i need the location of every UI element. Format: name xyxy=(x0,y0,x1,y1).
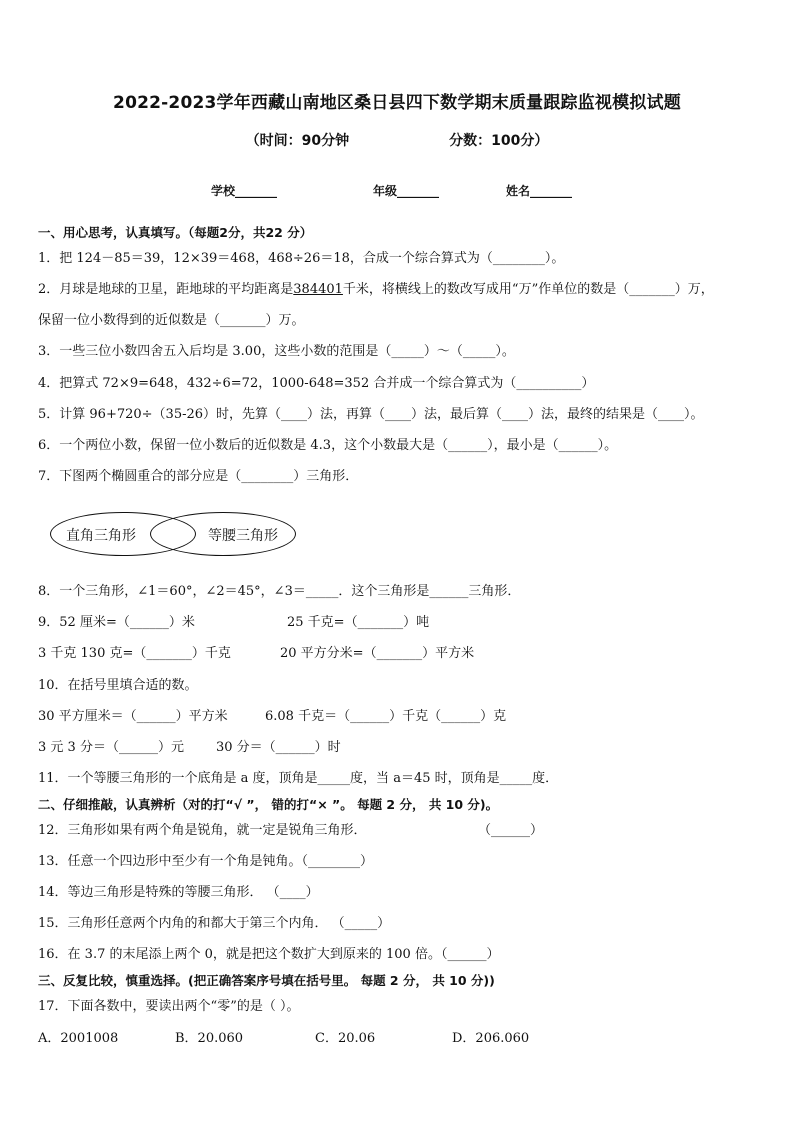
option-d: D．206.060 xyxy=(452,1031,530,1046)
question-8: 8．一个三角形，∠1＝60°，∠2＝45°，∠3＝_____．这个三角形是______三角形． xyxy=(38,584,521,599)
question-12: 12．三角形如果有两个角是锐角，就一定是锐角三角形． xyxy=(38,823,367,838)
question-9d: 20 平方分米=（_______）平方米 xyxy=(280,646,475,661)
page-title: 2022-2023学年西藏山南地区桑日县四下数学期末质量跟踪监视模拟试题 xyxy=(113,93,681,113)
question-10: 10．在括号里填合适的数。 xyxy=(38,678,198,693)
total-score: 分数：100分） xyxy=(449,133,549,149)
option-a: A．2001008 xyxy=(38,1031,119,1046)
question-6: 6．一个两位小数，保留一位小数后的近似数是 4.3，这个小数最大是（______），最小是（______）。 xyxy=(38,438,618,453)
time-limit: （时间：90分钟 xyxy=(245,133,350,149)
question-9b: 25 千克=（_______）吨 xyxy=(287,615,430,630)
question-11: 11．一个等腰三角形的一个底角是 a 度，顶角是_____度，当 a＝45 时，顶角是_____度． xyxy=(38,771,559,786)
question-2: 2．月球是地球的卫星，距地球的平均距离是384401千米，将横线上的数改写成用“万”作单位的数是（_______）万， xyxy=(38,282,714,297)
underlined-number: 384401 xyxy=(293,282,343,297)
question-17: 17．下面各数中，要读出两个“零”的是（ ）。 xyxy=(38,999,300,1014)
grade-field[interactable]: 年级_______ xyxy=(373,184,440,198)
question-7: 7．下图两个椭圆重合的部分应是（________）三角形． xyxy=(38,469,359,484)
option-b: B．20.060 xyxy=(175,1031,244,1046)
question-16: 16．在 3.7 的末尾添上两个 0，就是把这个数扩大到原来的 100 倍。（______） xyxy=(38,947,500,962)
question-9c: 3 千克 130 克=（_______）千克 xyxy=(38,646,231,661)
question-2-cont: 保留一位小数得到的近似数是（_______）万。 xyxy=(38,313,305,328)
question-10d: 30 分＝（______）时 xyxy=(216,740,341,755)
question-10c: 3 元 3 分＝（______）元 xyxy=(38,740,184,755)
section-3-heading: 三、反复比较，慎重选择。(把正确答案序号填在括号里。 每题 2 分， 共 10 分)) xyxy=(38,973,495,988)
question-4: 4．把算式 72×9=648，432÷6=72，1000-648=352 合并成一个综合算式为（__________） xyxy=(38,376,595,391)
question-3: 3．一些三位小数四舍五入后均是 3.00，这些小数的范围是（_____）～（_____）。 xyxy=(38,344,515,359)
question-5: 5．计算 96+720÷（35-26）时，先算（____）法，再算（____）法，最后算（____）法，最终的结果是（____）。 xyxy=(38,407,704,422)
question-1: 1．把 124－85＝39，12×39＝468，468÷26＝18，合成一个综合算式为（________）。 xyxy=(38,251,565,266)
question-10a: 30 平方厘米＝（______）平方米 xyxy=(38,709,228,724)
right-ellipse-label: 等腰三角形 xyxy=(208,528,278,544)
left-ellipse-label: 直角三角形 xyxy=(66,528,136,544)
section-2-heading: 二、仔细推敲，认真辨析（对的打“√ ”， 错的打“× ”。 每题 2 分， 共 10 分)。 xyxy=(38,797,499,812)
question-12-answer: （______） xyxy=(478,823,544,838)
exam-meta xyxy=(0,130,794,150)
question-13: 13．任意一个四边形中至少有一个角是钝角。（________） xyxy=(38,854,374,869)
question-10b: 6.08 千克＝（______）千克（______）克 xyxy=(265,709,507,724)
venn-ellipses xyxy=(50,512,310,558)
question-9a: 9．52 厘米=（______）米 xyxy=(38,615,195,630)
section-1-heading: 一、用心思考，认真填写。（每题2分，共22 分） xyxy=(38,225,313,240)
question-14: 14．等边三角形是特殊的等腰三角形． （____） xyxy=(38,885,319,900)
option-c: C．20.06 xyxy=(315,1031,376,1046)
question-15: 15．三角形任意两个内角的和都大于第三个内角． （_____） xyxy=(38,916,391,931)
school-field[interactable]: 学校_______ xyxy=(211,184,278,198)
name-field[interactable]: 姓名_______ xyxy=(506,184,573,198)
